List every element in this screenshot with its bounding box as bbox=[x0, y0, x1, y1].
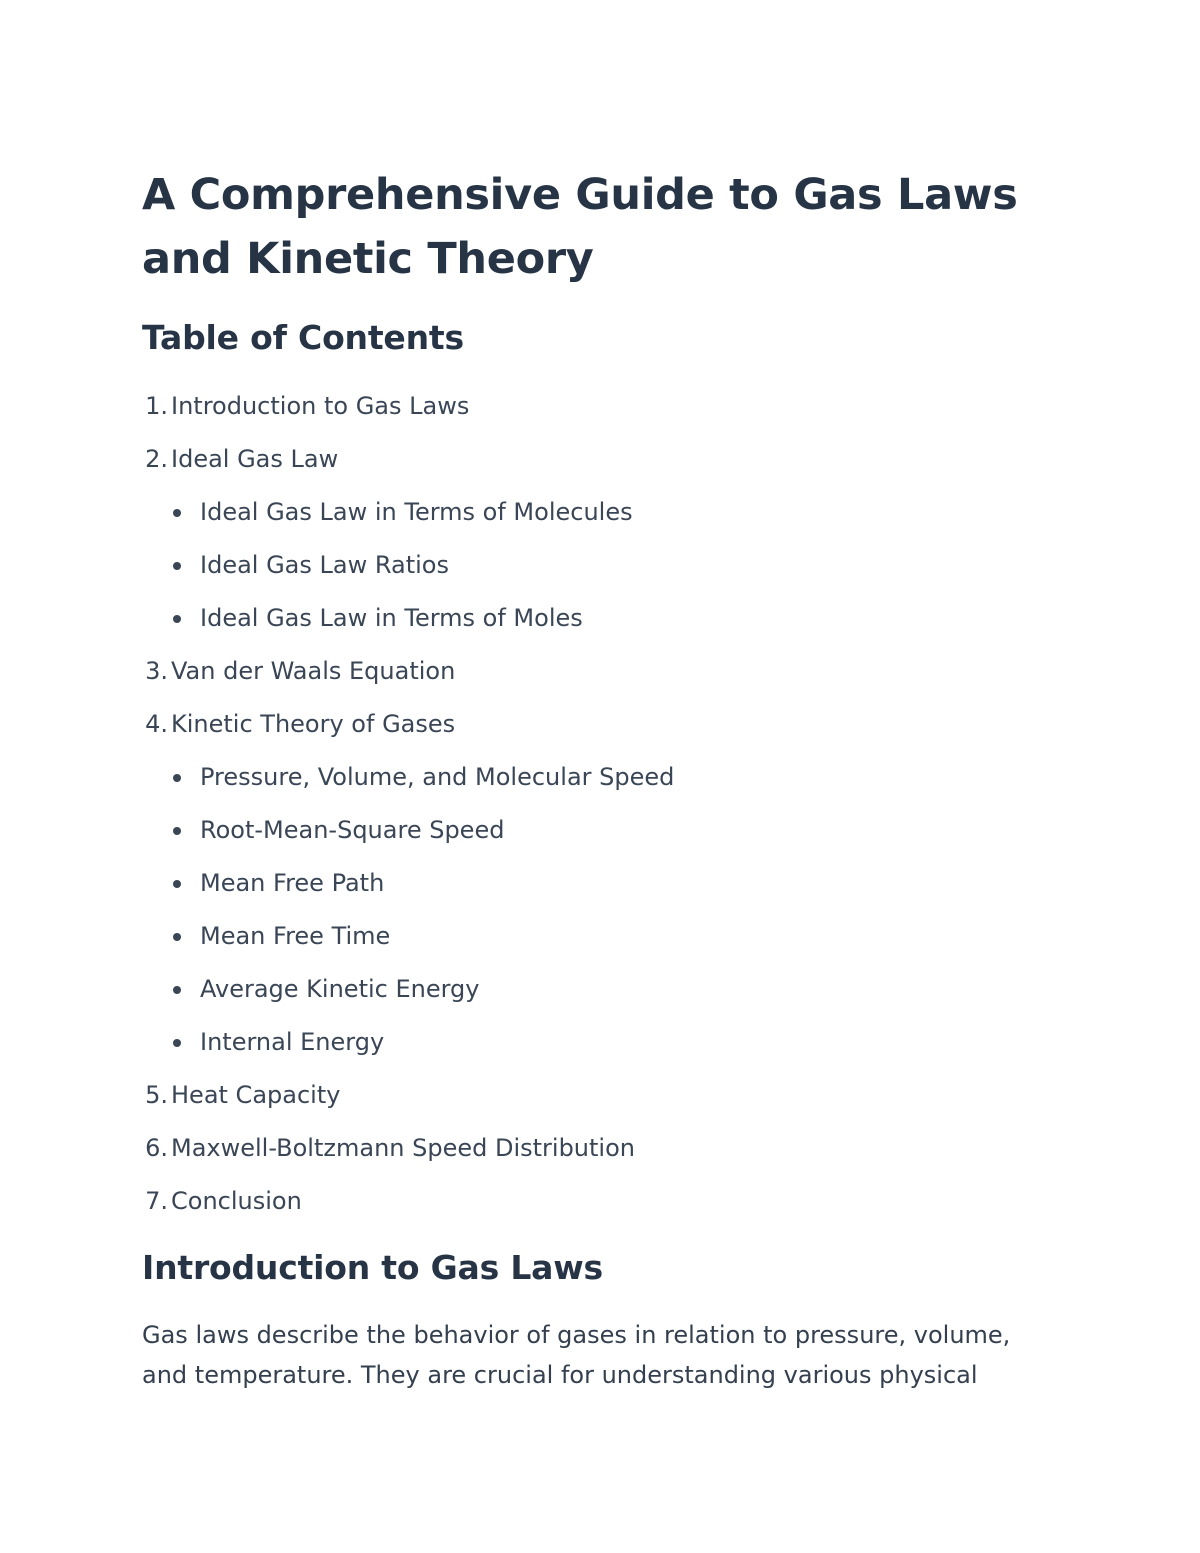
toc-item[interactable] bbox=[142, 698, 1042, 751]
toc-item-label: Heat Capacity bbox=[171, 1081, 341, 1109]
toc-subitem-label: Mean Free Time bbox=[200, 922, 391, 950]
toc-subitem[interactable] bbox=[142, 857, 1042, 910]
bullet-icon bbox=[173, 774, 181, 782]
toc-item-label: Van der Waals Equation bbox=[171, 657, 456, 685]
toc-subitem-label: Root-Mean-Square Speed bbox=[200, 816, 505, 844]
toc-item-label: Kinetic Theory of Gases bbox=[171, 710, 456, 738]
bullet-icon bbox=[173, 880, 181, 888]
toc-subitem[interactable] bbox=[142, 963, 1042, 1016]
toc-item-label: Ideal Gas Law bbox=[171, 445, 339, 473]
section-heading-introduction: Introduction to Gas Laws bbox=[142, 1248, 603, 1287]
bullet-icon bbox=[173, 562, 181, 570]
toc-subitem-label: Mean Free Path bbox=[200, 869, 385, 897]
table-of-contents bbox=[142, 380, 1042, 1228]
toc-item[interactable] bbox=[142, 1122, 1042, 1175]
toc-item-number: 3. bbox=[145, 657, 168, 685]
toc-item-label: Maxwell-Boltzmann Speed Distribution bbox=[171, 1134, 635, 1162]
toc-heading: Table of Contents bbox=[142, 318, 464, 357]
bullet-icon bbox=[173, 827, 181, 835]
toc-item[interactable] bbox=[142, 645, 1042, 698]
toc-subitem[interactable] bbox=[142, 804, 1042, 857]
bullet-icon bbox=[173, 509, 181, 517]
toc-subitem-label: Pressure, Volume, and Molecular Speed bbox=[200, 763, 675, 791]
bullet-icon bbox=[173, 615, 181, 623]
toc-item-label: Conclusion bbox=[171, 1187, 302, 1215]
toc-subitem-label: Ideal Gas Law in Terms of Moles bbox=[200, 604, 583, 632]
toc-item-number: 5. bbox=[145, 1081, 168, 1109]
toc-item-number: 4. bbox=[145, 710, 168, 738]
toc-subitem-label: Ideal Gas Law in Terms of Molecules bbox=[200, 498, 633, 526]
bullet-icon bbox=[173, 1039, 181, 1047]
toc-item[interactable] bbox=[142, 1069, 1042, 1122]
toc-subitem-label: Ideal Gas Law Ratios bbox=[200, 551, 449, 579]
toc-item[interactable] bbox=[142, 1175, 1042, 1228]
document-title: A Comprehensive Guide to Gas Laws and Kinetic Theory bbox=[142, 170, 1018, 284]
toc-item[interactable] bbox=[142, 380, 1042, 433]
toc-subitem[interactable] bbox=[142, 486, 1042, 539]
toc-subitem-label: Internal Energy bbox=[200, 1028, 385, 1056]
bullet-icon bbox=[173, 986, 181, 994]
toc-subitem-label: Average Kinetic Energy bbox=[200, 975, 480, 1003]
toc-subitem[interactable] bbox=[142, 592, 1042, 645]
bullet-icon bbox=[173, 933, 181, 941]
toc-subitem[interactable] bbox=[142, 910, 1042, 963]
toc-item-number: 1. bbox=[145, 392, 168, 420]
toc-subitem[interactable] bbox=[142, 751, 1042, 804]
toc-item-number: 2. bbox=[145, 445, 168, 473]
toc-item-number: 6. bbox=[145, 1134, 168, 1162]
section-paragraph: Gas laws describe the behavior of gases in relation to pressure, volume, and temperature. They are crucial for understanding various physical bbox=[142, 1321, 1011, 1389]
toc-item[interactable] bbox=[142, 433, 1042, 486]
toc-subitem[interactable] bbox=[142, 539, 1042, 592]
toc-item-label: Introduction to Gas Laws bbox=[171, 392, 470, 420]
toc-item-number: 7. bbox=[145, 1187, 168, 1215]
toc-subitem[interactable] bbox=[142, 1016, 1042, 1069]
